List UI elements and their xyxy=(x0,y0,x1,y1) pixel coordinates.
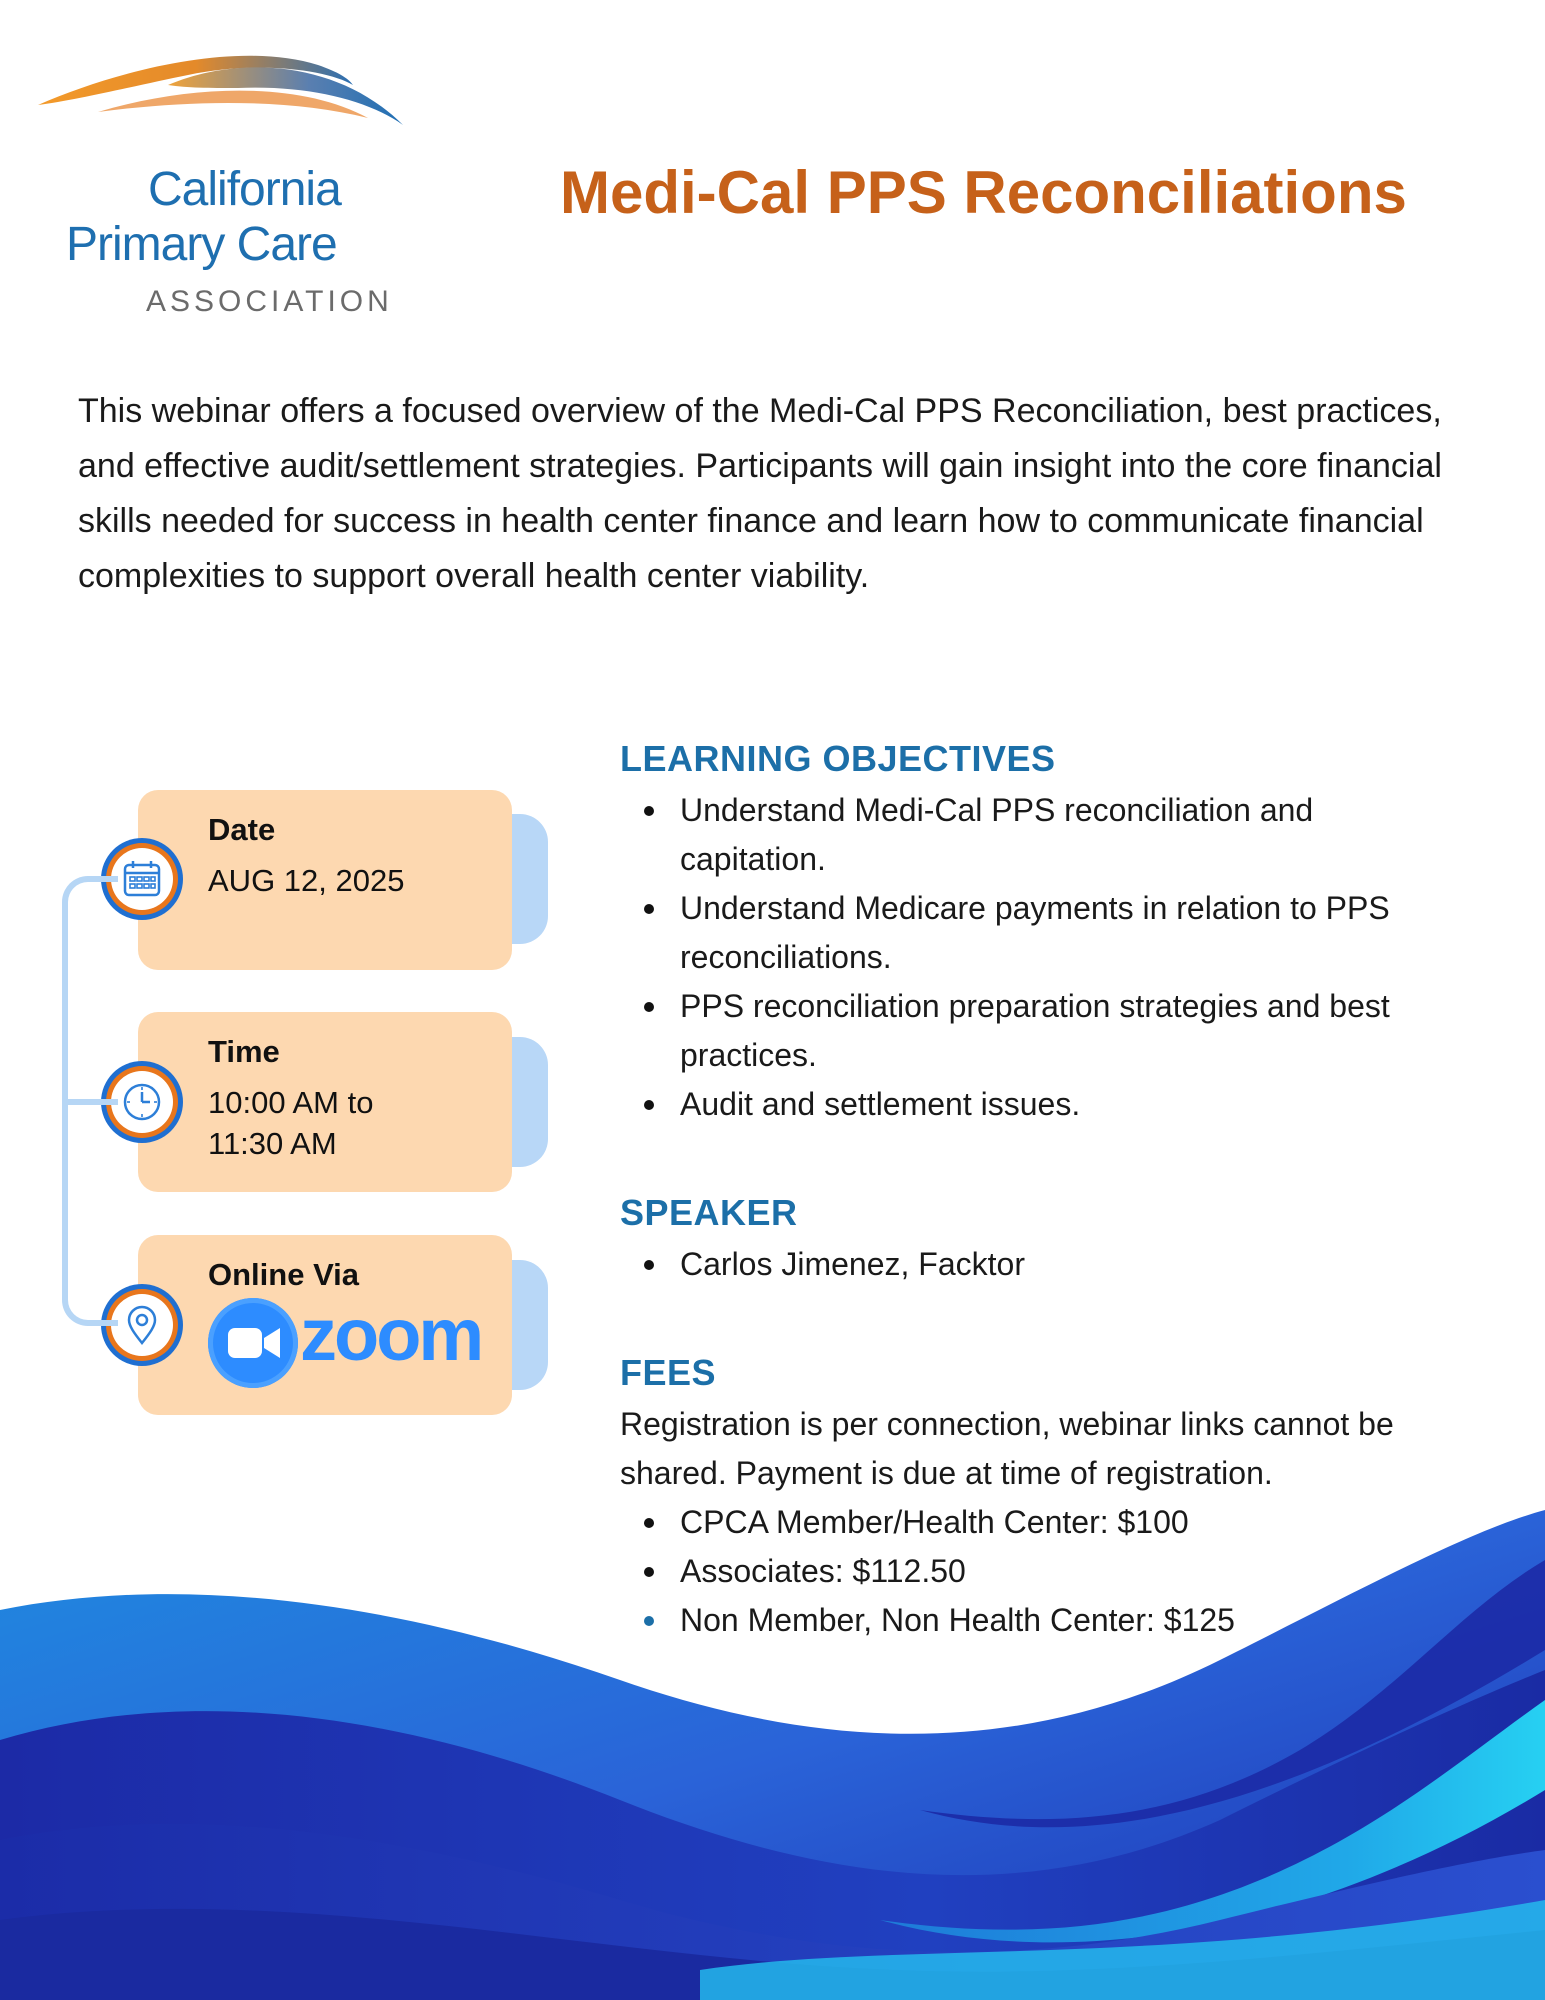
logo-text-association: ASSOCIATION xyxy=(146,285,393,318)
calendar-icon xyxy=(120,857,164,901)
time-value-start: 10:00 AM to xyxy=(208,1085,374,1120)
logo-swoosh-icon xyxy=(38,30,418,150)
list-item: PPS reconciliation preparation strategies and best practices. xyxy=(620,982,1500,1080)
list-item: Audit and settlement issues. xyxy=(620,1080,1500,1129)
fees-description: Registration is per connection, webinar links cannot be shared. Payment is due at time of registration. xyxy=(620,1406,1394,1491)
list-item: Associates: $112.50 xyxy=(620,1547,1520,1596)
list-item: Non Member, Non Health Center: $125 xyxy=(620,1596,1520,1645)
date-label: Date xyxy=(208,812,276,847)
list-item: Understand Medicare payments in relation to PPS reconciliations. xyxy=(620,884,1500,982)
list-item: Understand Medi-Cal PPS reconciliation and capitation. xyxy=(620,786,1500,884)
zoom-camera-icon xyxy=(208,1298,298,1388)
time-card xyxy=(138,1012,512,1192)
logo-text-california: California xyxy=(148,163,341,216)
date-connector xyxy=(98,876,118,882)
objectives-heading: LEARNING OBJECTIVES xyxy=(620,738,1056,779)
date-value: AUG 12, 2025 xyxy=(208,863,405,898)
list-item: Carlos Jimenez, Facktor xyxy=(620,1240,1500,1289)
decorative-wave xyxy=(0,1500,1545,2000)
speaker-section xyxy=(620,1192,1500,1289)
date-card xyxy=(138,790,512,970)
time-connector xyxy=(62,1099,118,1105)
online-label: Online Via xyxy=(208,1257,360,1292)
logo-text-primary-care: Primary Care xyxy=(66,218,337,271)
list-item: CPCA Member/Health Center: $100 xyxy=(620,1498,1520,1547)
learning-objectives-section xyxy=(620,738,1500,1129)
zoom-logo xyxy=(208,1293,488,1388)
time-value-end: 11:30 AM xyxy=(208,1126,337,1161)
location-pin-icon xyxy=(120,1303,164,1347)
speaker-heading: SPEAKER xyxy=(620,1192,798,1233)
cpca-logo xyxy=(38,30,418,318)
clock-icon xyxy=(120,1080,164,1124)
fees-heading: FEES xyxy=(620,1352,717,1393)
time-label: Time xyxy=(208,1034,280,1069)
zoom-wordmark: zoom xyxy=(300,1293,482,1376)
online-connector xyxy=(98,1320,118,1326)
intro-paragraph: This webinar offers a focused overview of the Medi-Cal PPS Reconciliation, best practices, and effective audit/settlement strategies. Participants will gain insight into the core financial skills needed for success in health center finance and learn how to communicate financial complexities to support overall health center viability. xyxy=(78,392,1442,595)
page-title: Medi-Cal PPS Reconciliations xyxy=(560,159,1407,226)
